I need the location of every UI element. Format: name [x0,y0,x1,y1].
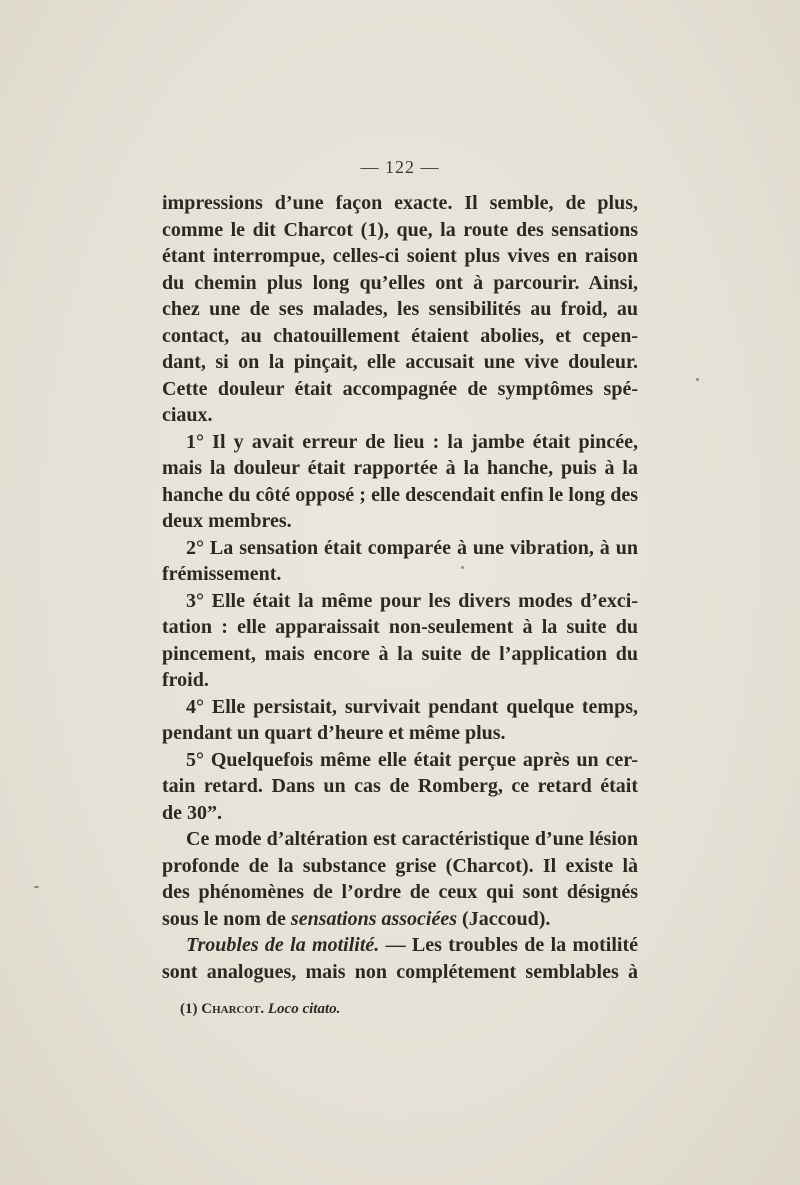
line-text-after: (Jaccoud). [457,907,551,930]
italic-heading: Troubles de la motilité. [186,934,380,956]
page-number: — 122 — [360,157,440,177]
text-line: comme le dit Charcot (1), que, la route des sensations [162,218,638,241]
text-line: chez une de ses malades, les sensibilités au froid, au [162,298,638,320]
line-text: sous le nom de [162,907,291,930]
text-line: pincement, mais encore à la suite de l’application du [162,642,638,665]
text-line: dant, si on la pinçait, elle accusait une vive douleur. [162,351,638,373]
text-line: tation : elle apparaissait non-seulement à la suite du [162,616,638,638]
text-line: étant interrompue, celles-ci soient plus vives en raison [162,245,638,267]
paper-speck [696,378,699,381]
body-text [162,190,638,985]
italic-term: sensations associées [290,907,458,930]
text-line: tain retard. Dans un cas de Romberg, ce retard était [162,775,638,797]
text-line: 1° Il y avait erreur de lieu : la jambe était pincée, [186,430,638,453]
text-line: sont analogues, mais non complétement semblables à [162,960,638,983]
text-line: froid. [162,669,209,691]
text-line: 3° Elle était la même pour les divers modes d’exci- [186,589,638,612]
text-line: hanche du côté opposé ; elle descendait enfin le long des [162,483,638,506]
footnote-reference: Loco citato. [267,1001,341,1017]
footnote-author: Charcot. [201,1001,265,1017]
text-line: frémissement. [162,563,282,585]
text-line: 2° La sensation était comparée à une vibration, à un [186,536,638,559]
text-line: des phénomènes de l’ordre de ceux qui sont désignés [162,881,638,903]
text-line [162,932,638,959]
text-line: impressions d’une façon exacte. Il semble, de plus, [162,192,638,214]
footnote [180,1001,340,1018]
text-line: 5° Quelquefois même elle était perçue après un cer- [186,748,638,771]
text-line: mais la douleur était rapportée à la hanche, puis à la [162,457,638,479]
text-line: Cette douleur était accompagnée de symptômes spé- [162,377,638,400]
footnote-marker: (1) [180,1001,198,1017]
text-line: de 30”. [162,801,222,824]
text-line: 4° Elle persistait, survivait pendant quelque temps, [186,695,638,718]
text-line: ciaux. [162,404,213,426]
text-line [162,906,638,933]
paper-speck [34,886,39,888]
text-line: du chemin plus long qu’elles ont à parcourir. Ainsi, [162,271,638,294]
text-line: profonde de la substance grise (Charcot). Il existe là [162,854,638,877]
text-line: contact, au chatouillement étaient abolies, et cepen- [162,324,638,347]
text-line: pendant un quart d’heure et même plus. [162,722,506,744]
line-text: — Les troubles de la motilité [379,934,638,956]
text-line: deux membres. [162,510,292,532]
text-line: Ce mode d’altération est caractéristique d’une lésion [186,828,638,850]
paper-speck [461,566,464,569]
